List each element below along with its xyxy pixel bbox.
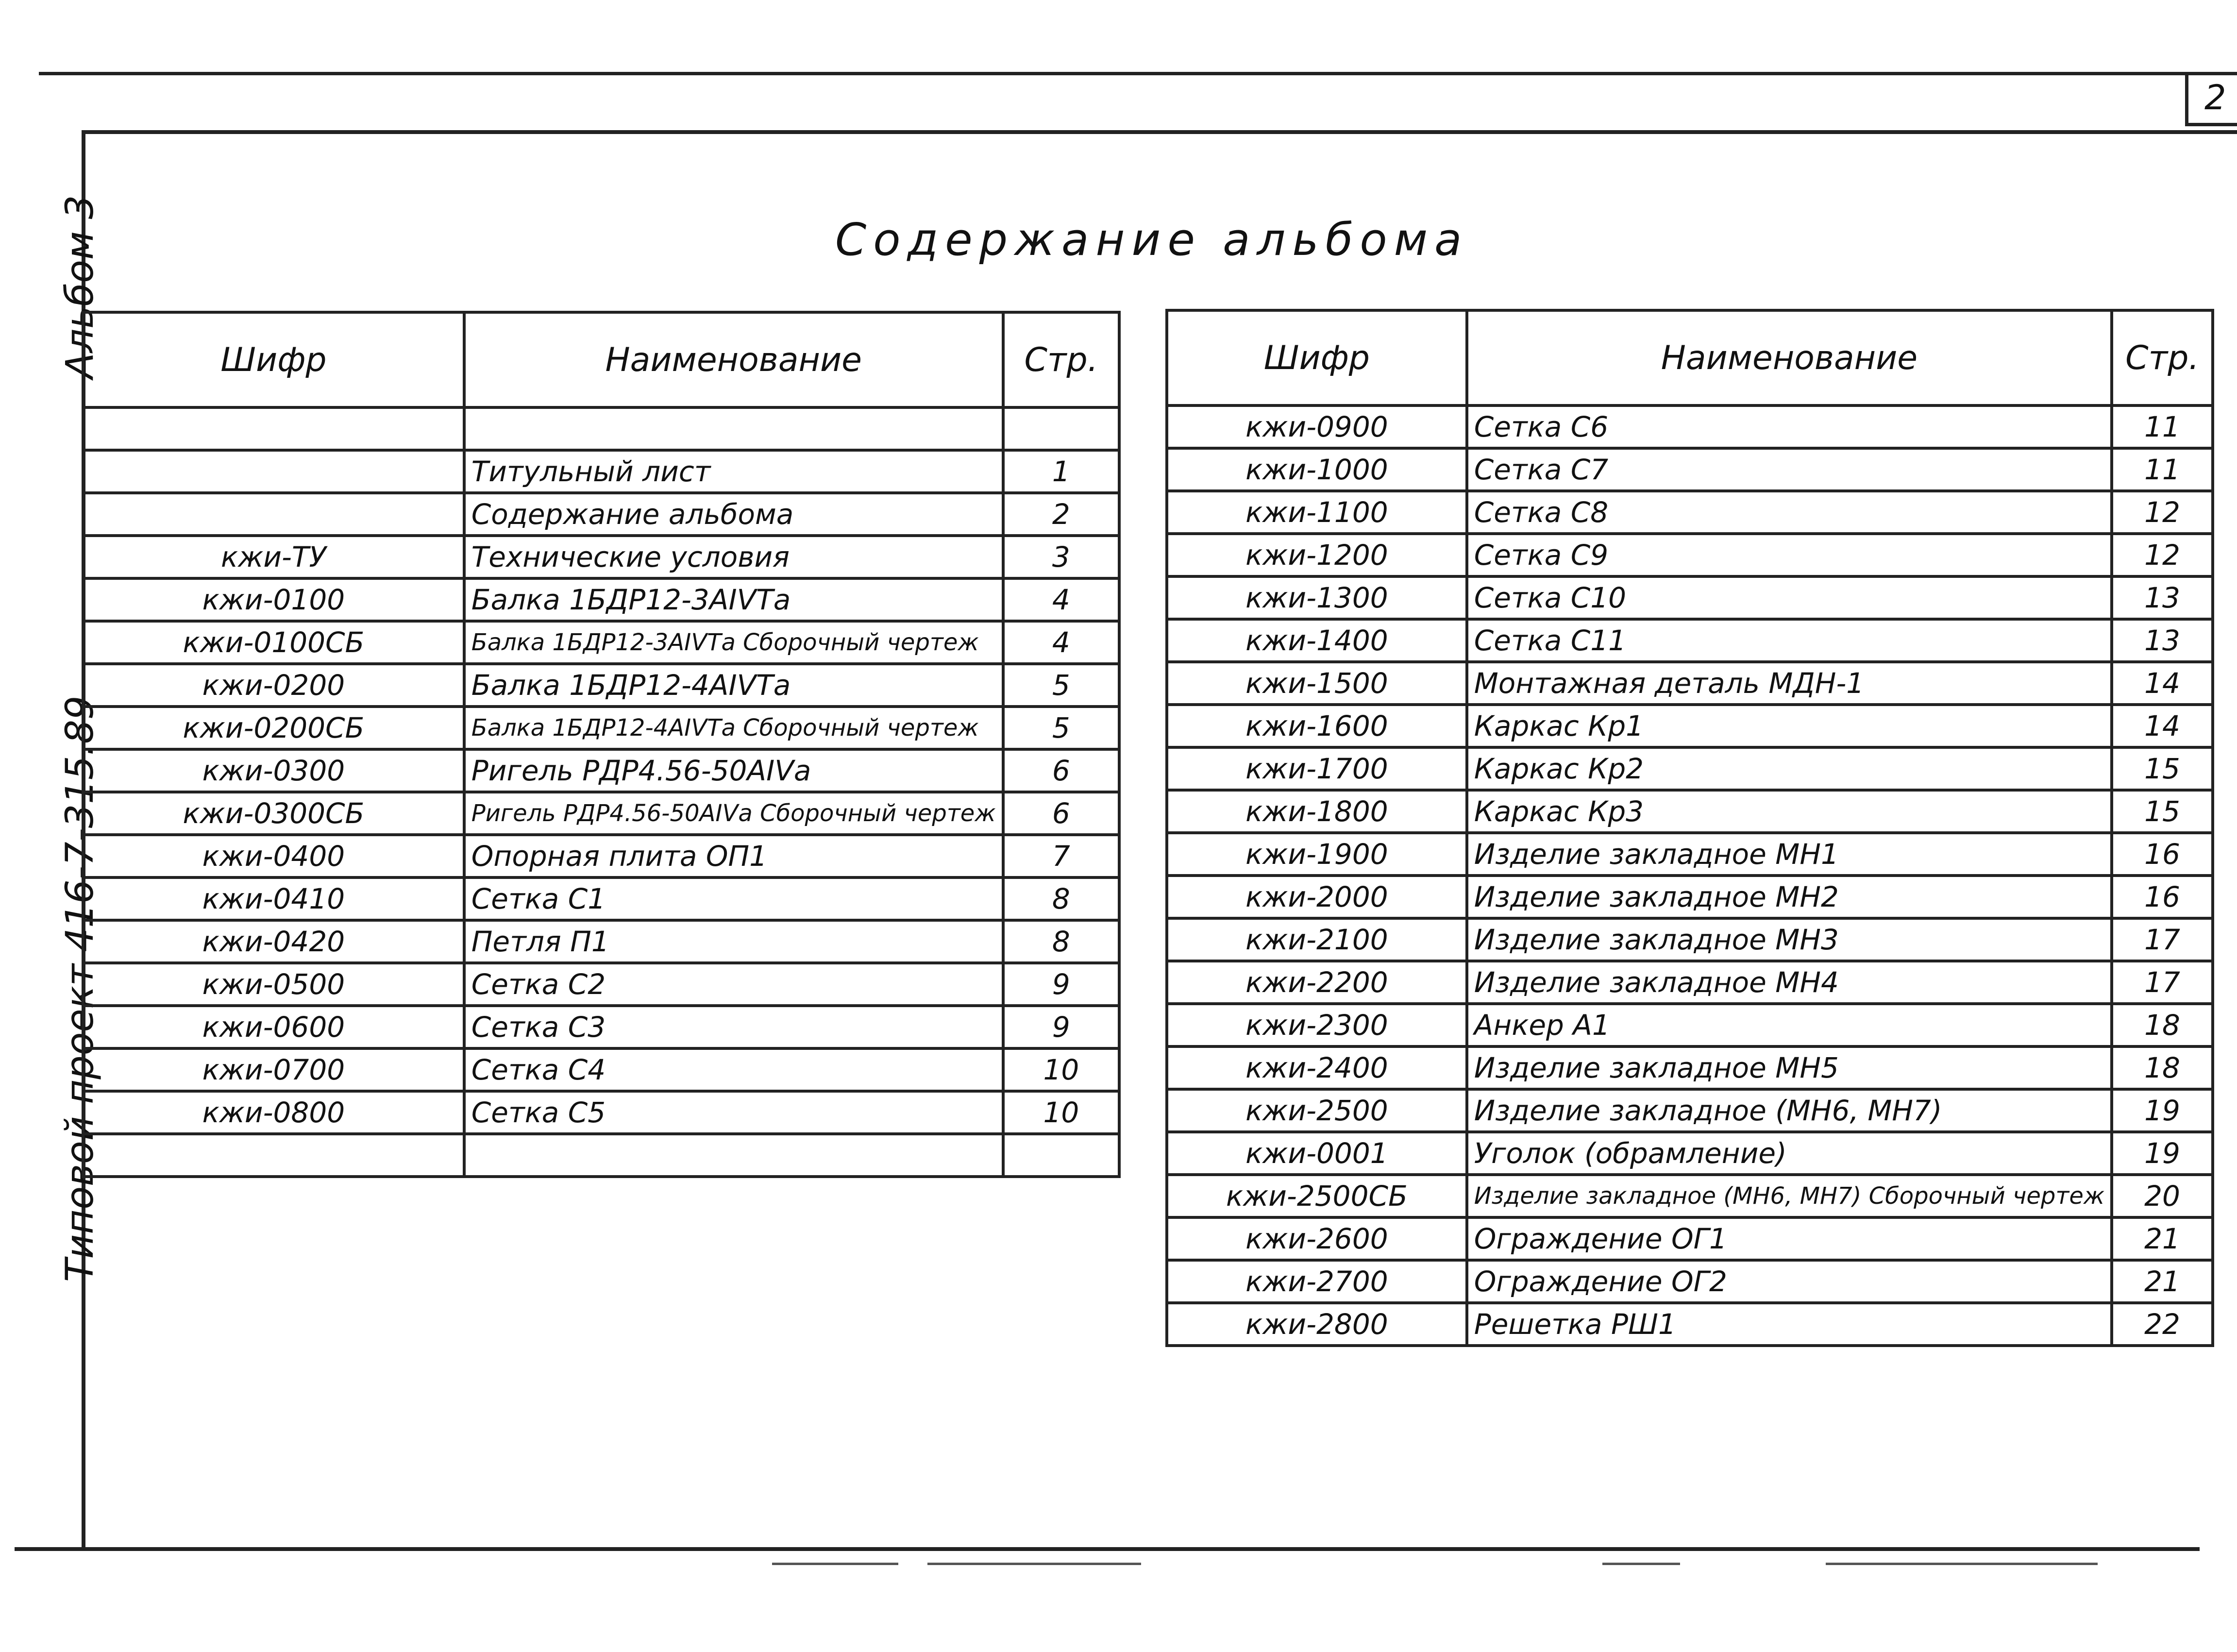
- code-cell: [83, 1134, 464, 1177]
- name-cell: Сетка С8: [1467, 491, 2112, 534]
- name-cell: Изделие закладное МН5: [1467, 1046, 2112, 1089]
- table-row: [83, 536, 1119, 578]
- code-cell: кжи-0410: [83, 877, 464, 920]
- code-cell: кжи-1300: [1167, 576, 1467, 619]
- code-cell: кжи-0001: [1167, 1132, 1467, 1175]
- name-cell: Титульный лист: [464, 450, 1003, 493]
- page-cell: 16: [2112, 833, 2213, 876]
- table-row: [1167, 619, 2213, 662]
- page-cell: 11: [2112, 405, 2213, 448]
- code-cell: кжи-1900: [1167, 833, 1467, 876]
- name-cell: Балка 1БДР12-4АIVТа: [464, 664, 1003, 707]
- table-row: [83, 877, 1119, 920]
- column-header-name: Наименование: [1467, 310, 2112, 405]
- scan-artifact: [1826, 1563, 2098, 1565]
- table-row: [1167, 1132, 2213, 1175]
- name-cell: Уголок (обрамление): [1467, 1132, 2112, 1175]
- table-row: [83, 1048, 1119, 1091]
- name-cell: Изделие закладное МН2: [1467, 876, 2112, 918]
- table-row: [83, 707, 1119, 749]
- page-cell: 18: [2112, 1046, 2213, 1089]
- page-cell: 5: [1003, 664, 1119, 707]
- column-header-code: Шифр: [1167, 310, 1467, 405]
- page-cell: 4: [1003, 578, 1119, 621]
- sheet-number: 2: [2204, 78, 2226, 118]
- code-cell: кжи-0600: [83, 1006, 464, 1048]
- name-cell: [464, 1134, 1003, 1177]
- code-cell: кжи-0700: [83, 1048, 464, 1091]
- name-cell: Ригель РДР4.56-50АIVа Сборочный чертеж: [464, 792, 1003, 835]
- page-cell: 6: [1003, 792, 1119, 835]
- code-cell: [83, 493, 464, 536]
- code-cell: кжи-0200СБ: [83, 707, 464, 749]
- table-row: [83, 920, 1119, 963]
- scan-artifact: [1602, 1563, 1680, 1565]
- code-cell: кжи-0420: [83, 920, 464, 963]
- page-cell: 2: [1003, 493, 1119, 536]
- name-cell: Сетка С4: [464, 1048, 1003, 1091]
- name-cell: Сетка С5: [464, 1091, 1003, 1134]
- table-row: [1167, 1004, 2213, 1046]
- code-cell: кжи-1500: [1167, 662, 1467, 705]
- table-row: [83, 578, 1119, 621]
- page-cell: 3: [1003, 536, 1119, 578]
- page-cell: 8: [1003, 920, 1119, 963]
- page-cell: 10: [1003, 1091, 1119, 1134]
- page-cell: 4: [1003, 621, 1119, 664]
- page-cell: 22: [2112, 1303, 2213, 1346]
- code-cell: кжи-2100: [1167, 918, 1467, 961]
- column-header-page: Стр.: [1003, 312, 1119, 407]
- table-row: [83, 1091, 1119, 1134]
- table-row: [1167, 534, 2213, 576]
- code-cell: кжи-2200: [1167, 961, 1467, 1004]
- table-row: [83, 792, 1119, 835]
- name-cell: [464, 407, 1003, 450]
- page-cell: 15: [2112, 790, 2213, 833]
- name-cell: Анкер А1: [1467, 1004, 2112, 1046]
- name-cell: Ограждение ОГ1: [1467, 1217, 2112, 1260]
- code-cell: кжи-0300СБ: [83, 792, 464, 835]
- table-row: [1167, 576, 2213, 619]
- code-cell: [83, 407, 464, 450]
- code-cell: кжи-1000: [1167, 448, 1467, 491]
- table-row: [83, 749, 1119, 792]
- page-cell: 5: [1003, 707, 1119, 749]
- page-cell: 13: [2112, 576, 2213, 619]
- page-cell: 20: [2112, 1175, 2213, 1217]
- page-cell: 7: [1003, 835, 1119, 877]
- table-row: [1167, 662, 2213, 705]
- scan-artifact: [772, 1563, 898, 1565]
- name-cell: Каркас Кр3: [1467, 790, 2112, 833]
- name-cell: Сетка С6: [1467, 405, 2112, 448]
- code-cell: кжи-ТУ: [83, 536, 464, 578]
- table-row: [83, 1134, 1119, 1177]
- page-cell: 17: [2112, 961, 2213, 1004]
- table-row: [1167, 1260, 2213, 1303]
- code-cell: кжи-1400: [1167, 619, 1467, 662]
- name-cell: Сетка С1: [464, 877, 1003, 920]
- side-project-label: Типовой проект 416-7-315.89: [58, 695, 102, 1282]
- code-cell: кжи-0200: [83, 664, 464, 707]
- page-cell: 12: [2112, 491, 2213, 534]
- name-cell: Изделие закладное МН4: [1467, 961, 2112, 1004]
- name-cell: Балка 1БДР12-3АIVТа Сборочный чертеж: [464, 621, 1003, 664]
- code-cell: кжи-0400: [83, 835, 464, 877]
- page-cell: 9: [1003, 1006, 1119, 1048]
- page-cell: 17: [2112, 918, 2213, 961]
- table-row: [1167, 790, 2213, 833]
- page-cell: 15: [2112, 747, 2213, 790]
- code-cell: кжи-1100: [1167, 491, 1467, 534]
- page-cell: 1: [1003, 450, 1119, 493]
- code-cell: кжи-1700: [1167, 747, 1467, 790]
- table-row: [1167, 1303, 2213, 1346]
- page-cell: [1003, 407, 1119, 450]
- page-cell: 14: [2112, 705, 2213, 747]
- column-header-name: Наименование: [464, 312, 1003, 407]
- code-cell: кжи-0100СБ: [83, 621, 464, 664]
- code-cell: кжи-0900: [1167, 405, 1467, 448]
- table-row: [83, 1006, 1119, 1048]
- name-cell: Каркас Кр1: [1467, 705, 2112, 747]
- code-cell: кжи-0800: [83, 1091, 464, 1134]
- column-header-code: Шифр: [83, 312, 464, 407]
- code-cell: кжи-0500: [83, 963, 464, 1006]
- page-cell: 6: [1003, 749, 1119, 792]
- name-cell: Ригель РДР4.56-50АIVа: [464, 749, 1003, 792]
- page-cell: 19: [2112, 1132, 2213, 1175]
- table-row: [1167, 833, 2213, 876]
- name-cell: Опорная плита ОП1: [464, 835, 1003, 877]
- table-row: [1167, 1089, 2213, 1132]
- page-cell: 12: [2112, 534, 2213, 576]
- table-row: [1167, 1046, 2213, 1089]
- table-row: [83, 664, 1119, 707]
- code-cell: кжи-0300: [83, 749, 464, 792]
- page-cell: [1003, 1134, 1119, 1177]
- code-cell: [83, 450, 464, 493]
- table-row: [83, 450, 1119, 493]
- toc-table-right: [1165, 309, 2214, 1347]
- page-cell: 9: [1003, 963, 1119, 1006]
- name-cell: Монтажная деталь МДН-1: [1467, 662, 2112, 705]
- table-row: [83, 493, 1119, 536]
- page-cell: 13: [2112, 619, 2213, 662]
- table-row: [1167, 405, 2213, 448]
- code-cell: кжи-2500СБ: [1167, 1175, 1467, 1217]
- name-cell: Сетка С9: [1467, 534, 2112, 576]
- side-album-label: Альбом 3: [58, 195, 102, 379]
- toc-table-left: [82, 311, 1121, 1178]
- table-row: [1167, 876, 2213, 918]
- page-cell: 19: [2112, 1089, 2213, 1132]
- code-cell: кжи-2800: [1167, 1303, 1467, 1346]
- top-rule: [39, 72, 2237, 75]
- table-row: [83, 407, 1119, 450]
- code-cell: кжи-1200: [1167, 534, 1467, 576]
- table-row: [1167, 961, 2213, 1004]
- name-cell: Сетка С7: [1467, 448, 2112, 491]
- name-cell: Сетка С10: [1467, 576, 2112, 619]
- name-cell: Изделие закладное МН1: [1467, 833, 2112, 876]
- name-cell: Сетка С3: [464, 1006, 1003, 1048]
- code-cell: кжи-2700: [1167, 1260, 1467, 1303]
- name-cell: Изделие закладное (МН6, МН7): [1467, 1089, 2112, 1132]
- page-cell: 18: [2112, 1004, 2213, 1046]
- page-cell: 21: [2112, 1260, 2213, 1303]
- page-cell: 11: [2112, 448, 2213, 491]
- bottom-rule: [15, 1547, 2200, 1551]
- name-cell: Петля П1: [464, 920, 1003, 963]
- column-header-page: Стр.: [2112, 310, 2213, 405]
- name-cell: Решетка РШ1: [1467, 1303, 2112, 1346]
- table-row: [83, 621, 1119, 664]
- name-cell: Сетка С11: [1467, 619, 2112, 662]
- code-cell: кжи-2300: [1167, 1004, 1467, 1046]
- code-cell: кжи-1800: [1167, 790, 1467, 833]
- name-cell: Балка 1БДР12-4АIVТа Сборочный чертеж: [464, 707, 1003, 749]
- name-cell: Балка 1БДР12-3АIVТа: [464, 578, 1003, 621]
- code-cell: кжи-2000: [1167, 876, 1467, 918]
- name-cell: Изделие закладное (МН6, МН7) Сборочный чертеж: [1467, 1175, 2112, 1217]
- table-row: [1167, 918, 2213, 961]
- table-row: [1167, 491, 2213, 534]
- page-cell: 10: [1003, 1048, 1119, 1091]
- code-cell: кжи-2400: [1167, 1046, 1467, 1089]
- scan-artifact: [927, 1563, 1141, 1565]
- code-cell: кжи-2500: [1167, 1089, 1467, 1132]
- page-title: Содержание альбома: [835, 214, 1469, 266]
- name-cell: Сетка С2: [464, 963, 1003, 1006]
- table-row: [83, 963, 1119, 1006]
- name-cell: Ограждение ОГ2: [1467, 1260, 2112, 1303]
- name-cell: Изделие закладное МН3: [1467, 918, 2112, 961]
- table-row: [1167, 705, 2213, 747]
- page-cell: 8: [1003, 877, 1119, 920]
- code-cell: кжи-2600: [1167, 1217, 1467, 1260]
- page-cell: 16: [2112, 876, 2213, 918]
- name-cell: Технические условия: [464, 536, 1003, 578]
- table-row: [83, 835, 1119, 877]
- name-cell: Содержание альбома: [464, 493, 1003, 536]
- table-row: [1167, 1217, 2213, 1260]
- page-cell: 21: [2112, 1217, 2213, 1260]
- page-cell: 14: [2112, 662, 2213, 705]
- name-cell: Каркас Кр2: [1467, 747, 2112, 790]
- table-row: [1167, 1175, 2213, 1217]
- code-cell: кжи-1600: [1167, 705, 1467, 747]
- table-row: [1167, 747, 2213, 790]
- table-row: [1167, 448, 2213, 491]
- code-cell: кжи-0100: [83, 578, 464, 621]
